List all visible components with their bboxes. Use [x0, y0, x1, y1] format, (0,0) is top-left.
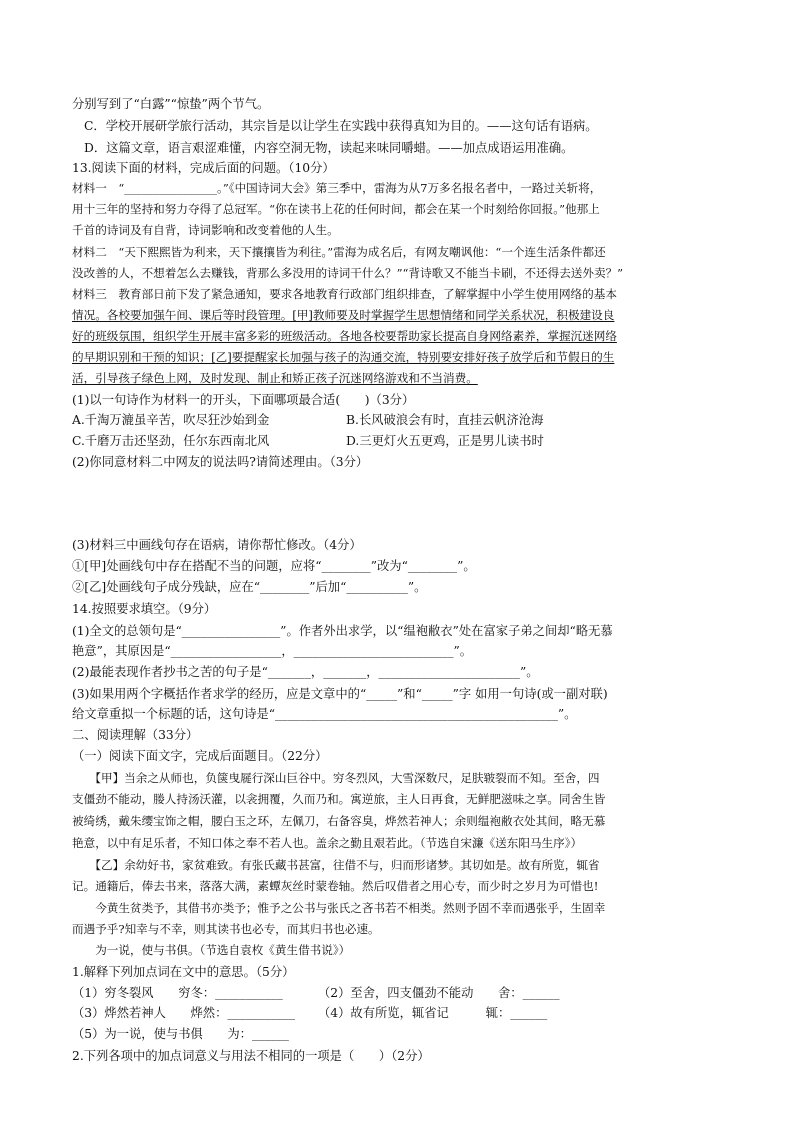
- material-1-line: 材料一 “________________。”《中国诗词大会》第三季中，雷海为从7万多名报名者中，一路过关斩将，: [72, 181, 602, 195]
- passage-jia-line: 支僵劲不能动，媵人持汤沃灌，以衾拥覆，久而乃和。寓逆旅，主人日再食，无鲜肥滋味之享。同舍生皆: [72, 792, 606, 806]
- material-2-line: 材料二 “天下熙熙皆为利来，天下攘攘皆为利往。”雷海为成名后，有网友嘲讽他：“一个连生活条件都还: [72, 245, 606, 259]
- passage-yi-line: 今黄生贫类予，其借书亦类予；惟予之公书与张氏之吝书若不相类。然则予固不幸而遇张乎，生固幸: [72, 901, 606, 915]
- question-14-1: (1)全文的总领句是“________________”。作者外出求学，以“缊袍敝衣”处在富家子弟之间却“略无慕: [72, 624, 613, 638]
- vocab-item-1: （1）穷冬裂风 穷冬：___________: [72, 986, 283, 1000]
- question-14-3-cont: 给文章重拟一个标题的话，这句诗是“______________________________________________”。: [72, 707, 577, 721]
- passage-jia-line: 艳意，以中有足乐者，不知口体之奉不若人也。盖余之勤且艰若此。（节选自宋濂《送东阳马生序》）: [72, 836, 583, 850]
- material-1-line: 千首的诗词及有自背，诗词影响和改变着他的人生。: [72, 223, 339, 237]
- material-3-underlined-line: 好的班级氛围，组织学生开展丰富多彩的班级活动。各地各校要帮助家长提高自身网络素养，掌握沉迷网络: [72, 329, 617, 343]
- choice-b: B.长风破浪会有时，直挂云帆济沧海: [346, 413, 544, 427]
- text-line: C．学校开展研学旅行活动，其宗旨是以让学生在实践中获得真知为目的。——这句话有语病。: [84, 119, 598, 133]
- choice-c: C.千磨万击还坚劲，任尔东西南北风: [72, 434, 270, 448]
- question-2-heading: 2.下列各项中的加点词意义与用法不相同的一项是（ ）（2分）: [72, 1049, 430, 1063]
- text-line: D．这篇文章，语言艰涩难懂，内容空洞无物，读起来味同嚼蜡。——加点成语运用准确。: [84, 141, 574, 155]
- passage-yi-line: 【乙】余幼好书，家贫难致。有张氏藏书甚富，往借不与，归而形诸梦。其切如是。故有所览，辄省: [72, 858, 600, 872]
- material-1-line: 用十三年的坚持和努力夺得了总冠军。“你在读书上花的任何时间，都会在某一个时刻给你回报。”他那上: [72, 202, 600, 216]
- reading-1-heading: （一）阅读下面文字，完成后面题目。（22分）: [72, 749, 328, 763]
- material-2-line: 没改善的人，不想着怎么去赚钱，背那么多没用的诗词干什么？”“背诗歌又不能当卡刷，不还得去送外卖？”: [72, 266, 624, 280]
- question-14-heading: 14.按照要求填空。（9分）: [72, 602, 217, 616]
- passage-yi-line: 为一说，使与书俱。（节选自袁枚《黄生借书说》）: [72, 943, 351, 957]
- section-2-heading: 二、阅读理解（33分）: [72, 728, 199, 742]
- material-3-underlined-line: 活，引导孩子绿色上网，及时发现、制止和矫正孩子沉迷网络游戏和不当消费。: [72, 371, 478, 385]
- vocab-item-2: （2）至舍，四支僵劲不能动 舍：______: [318, 986, 560, 1000]
- question-13-3: (3)材料三中画线句存在语病，请你帮忙修改。（4分）: [72, 538, 362, 552]
- choice-a: A.千淘万漉虽辛苦，吹尽狂沙始到金: [72, 413, 270, 427]
- question-14-3: (3)如果用两个字概括作者求学的经历，应是文章中的“_____”和“_____”字 如用一句诗(或一副对联): [72, 687, 608, 701]
- question-14-1-cont: 艳意”，其原因是“__________________，__________________________”。: [72, 644, 473, 658]
- question-13-2: (2)你同意材料二中网友的说法吗?请简述理由。（3分）: [72, 455, 369, 469]
- text-line: 分别写到了“白露”“惊蛰”两个节气。: [72, 97, 270, 111]
- question-13-1: (1)以一句诗作为材料一的开头，下面哪项最合适( )（3分）: [72, 393, 415, 407]
- material-3-underlined-line: 情况。各校要加强午间、课后等时段管理。[甲]教师要及时掌握学生思想情绪和同学关系状况，积极建设良: [72, 308, 615, 322]
- passage-yi-line: 而遇予乎?知幸与不幸，则其读书也必专，而其归书也必速。: [72, 922, 380, 936]
- material-3-underlined-line: 的早期识别和干预的知识；[乙]要提醒家长加强与孩子的沟通交流，特别要安排好孩子放学后和节假日的生: [72, 350, 615, 364]
- question-13-3-item-2: ②[乙]处画线句子成分残缺，应在“________”后加“__________”。: [72, 580, 427, 594]
- passage-jia-line: 【甲】当余之从师也，负箧曳屣行深山巨谷中。穷冬烈风，大雪深数尺，足肤皲裂而不知。至舍，四: [72, 771, 600, 785]
- passage-yi-line: 记。通籍后，俸去书来，落落大满，素蟫灰丝时蒙卷轴。然后叹借者之用心专，而少时之岁月为可惜也!: [72, 879, 599, 893]
- passage-jia-line: 被绮绣，戴朱缨宝饰之帽，腰白玉之环，左佩刀，右备容臭，烨然若神人；余则缊袍敝衣处其间，略无慕: [72, 814, 606, 828]
- question-13-3-item-1: ①[甲]处画线句中存在搭配不当的问题，应将“________”改为“________”。: [72, 559, 476, 573]
- choice-d: D.三更灯火五更鸡，正是男儿读书时: [346, 434, 544, 448]
- question-13-heading: 13.阅读下面的材料，完成后面的问题。（10分）: [72, 161, 335, 175]
- question-14-2: (2)最能表现作者抄书之苦的句子是“_______，_______，_______________________”。: [72, 665, 539, 679]
- vocab-item-3: （3）烨然若神人 烨然：___________: [72, 1006, 296, 1020]
- vocab-item-4: （4）故有所览，辄省记 辄：______: [318, 1006, 548, 1020]
- question-1-heading: 1.解释下列加点词在文中的意思。（5分）: [72, 965, 295, 979]
- vocab-item-5: （5）为一说，使与书俱 为：______: [72, 1027, 289, 1041]
- material-3-line: 材料三 教育部日前下发了紧急通知，要求各地教育行政部门组织排查，了解掌握中小学生使用网络的基本: [72, 287, 617, 301]
